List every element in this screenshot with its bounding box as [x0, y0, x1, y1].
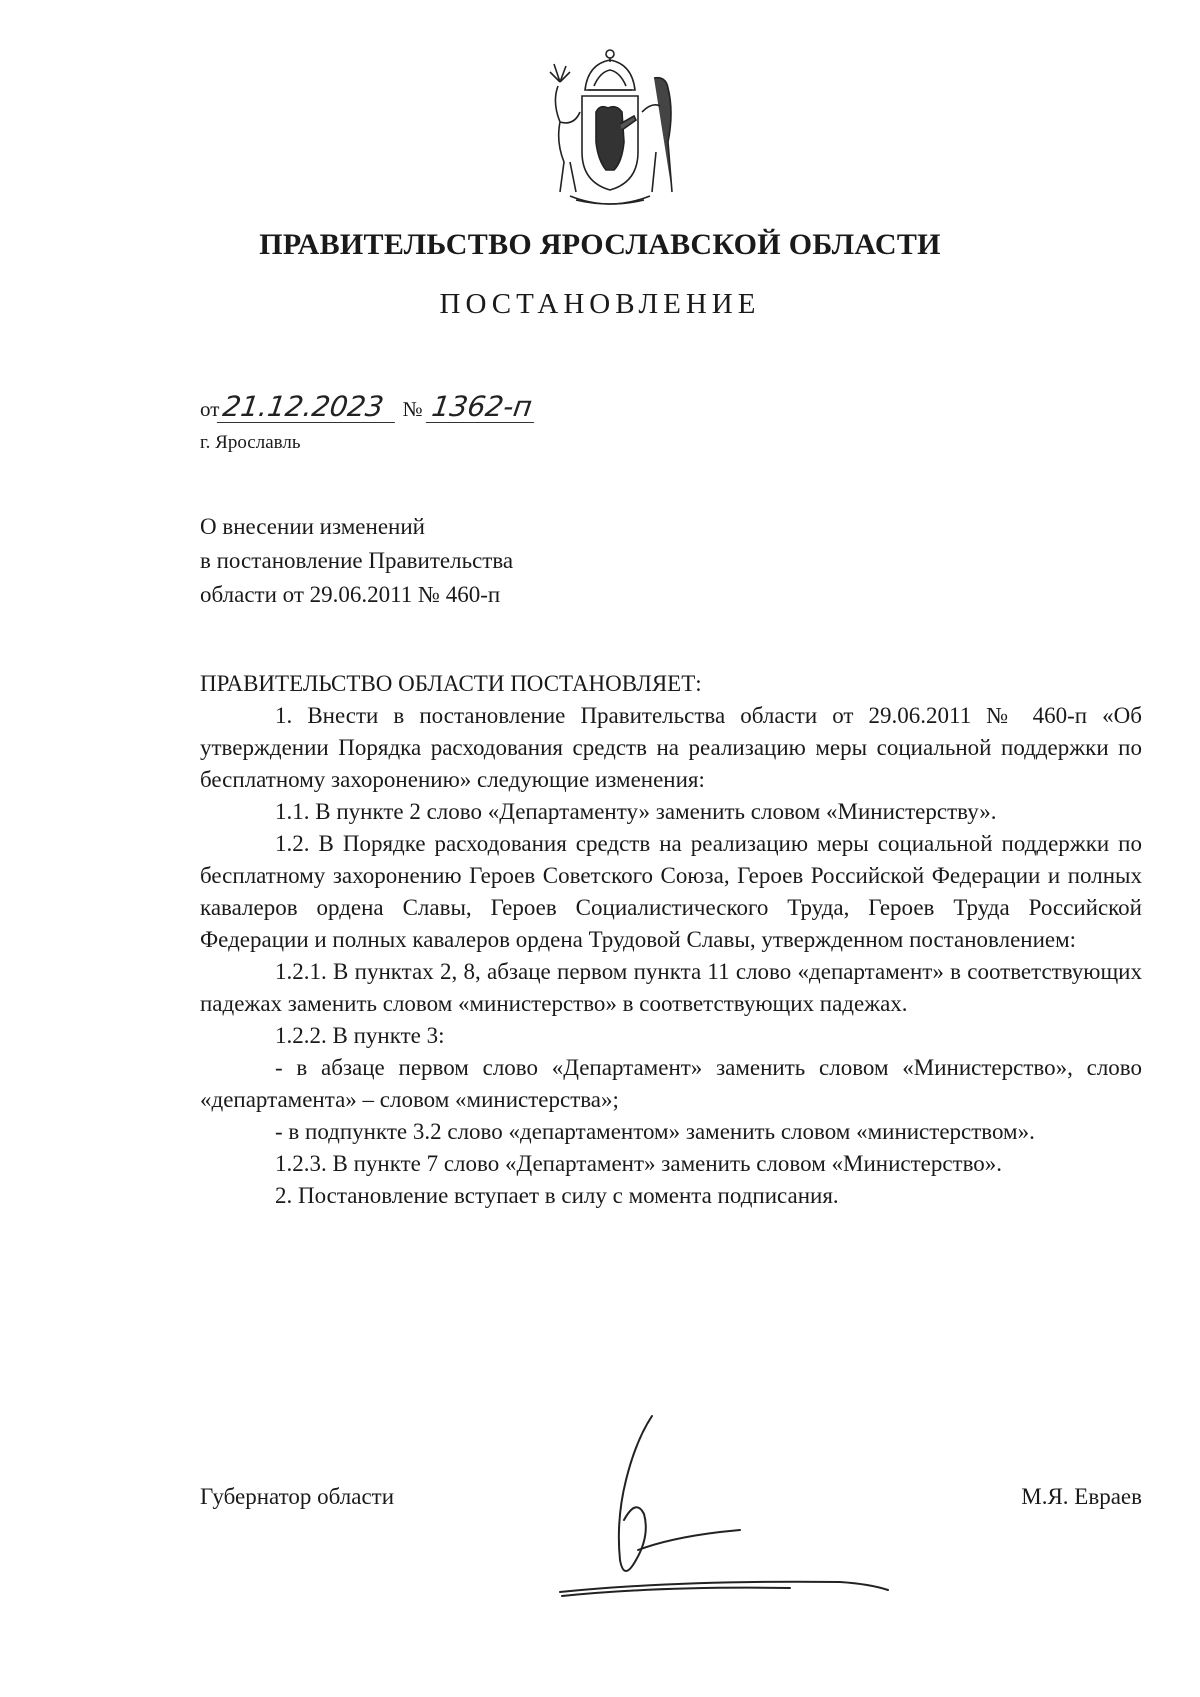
paragraph: 1.2.3. В пункте 7 слово «Департамент» заменить словом «Министерство». — [275, 1151, 1003, 1176]
signatory-name: М.Я. Евраев — [1021, 1484, 1142, 1509]
handwritten-signature-icon — [540, 1410, 940, 1600]
signatory-role: Губернатор области — [200, 1484, 395, 1509]
document-subject — [200, 510, 513, 612]
decree-heading: ПРАВИТЕЛЬСТВО ОБЛАСТИ ПОСТАНОВЛЯЕТ: — [200, 671, 702, 696]
yaroslavl-coat-of-arms-icon — [530, 42, 690, 210]
paragraph: 1.2.1. В пунктах 2, 8, абзаце первом пункта 11 слово «департамент» в соответствующих падежах заменить словом «министерство» в соответствующих падежах. — [200, 959, 1142, 1016]
paragraph: 1. Внести в постановление Правительства области от 29.06.2011 № 460-п «Об утверждении Порядка расходования средств на реализацию меры социальной поддержки по бесплатному захоронению» следующие изменения: — [200, 703, 1142, 792]
city: г. Ярославль — [200, 432, 301, 453]
number-prefix: № — [402, 397, 423, 421]
paragraph: 2. Постановление вступает в силу с момента подписания. — [275, 1183, 839, 1208]
document-type: ПОСТАНОВЛЕНИЕ — [439, 288, 761, 320]
subject-line: области от 29.06.2011 № 460-п — [200, 582, 501, 607]
government-title: ПРАВИТЕЛЬСТВО ЯРОСЛАВСКОЙ ОБЛАСТИ — [259, 228, 941, 261]
paragraph: 1.2.2. В пункте 3: — [275, 1023, 445, 1048]
document-number: 1362-п — [426, 392, 538, 423]
paragraph: 1.2. В Порядке расходования средств на реализацию меры социальной поддержки по бесплатному захоронению Героев Советского Союза, Героев Российской Федерации и полных кавалеров ордена Славы, Героев Социалистического Труда, Героев Труда Российской Федерации и полных кавалеров ордена Трудовой Славы, утвержденном постановлением: — [200, 831, 1142, 952]
date-number-line — [200, 392, 536, 423]
subject-line: в постановление Правительства — [200, 548, 514, 573]
date-value: 21.12.2023 — [217, 392, 399, 423]
paragraph: - в абзаце первом слово «Департамент» заменить словом «Министерство», слово «департамента» – словом «министерства»; — [200, 1055, 1142, 1112]
subject-line: О внесении изменений — [200, 514, 425, 539]
paragraph: - в подпункте 3.2 слово «департаментом» заменить словом «министерством». — [275, 1119, 1035, 1144]
paragraph: 1.1. В пункте 2 слово «Департаменту» заменить словом «Министерству». — [275, 799, 997, 824]
date-prefix: от — [200, 397, 220, 421]
document-body — [200, 668, 1142, 1212]
